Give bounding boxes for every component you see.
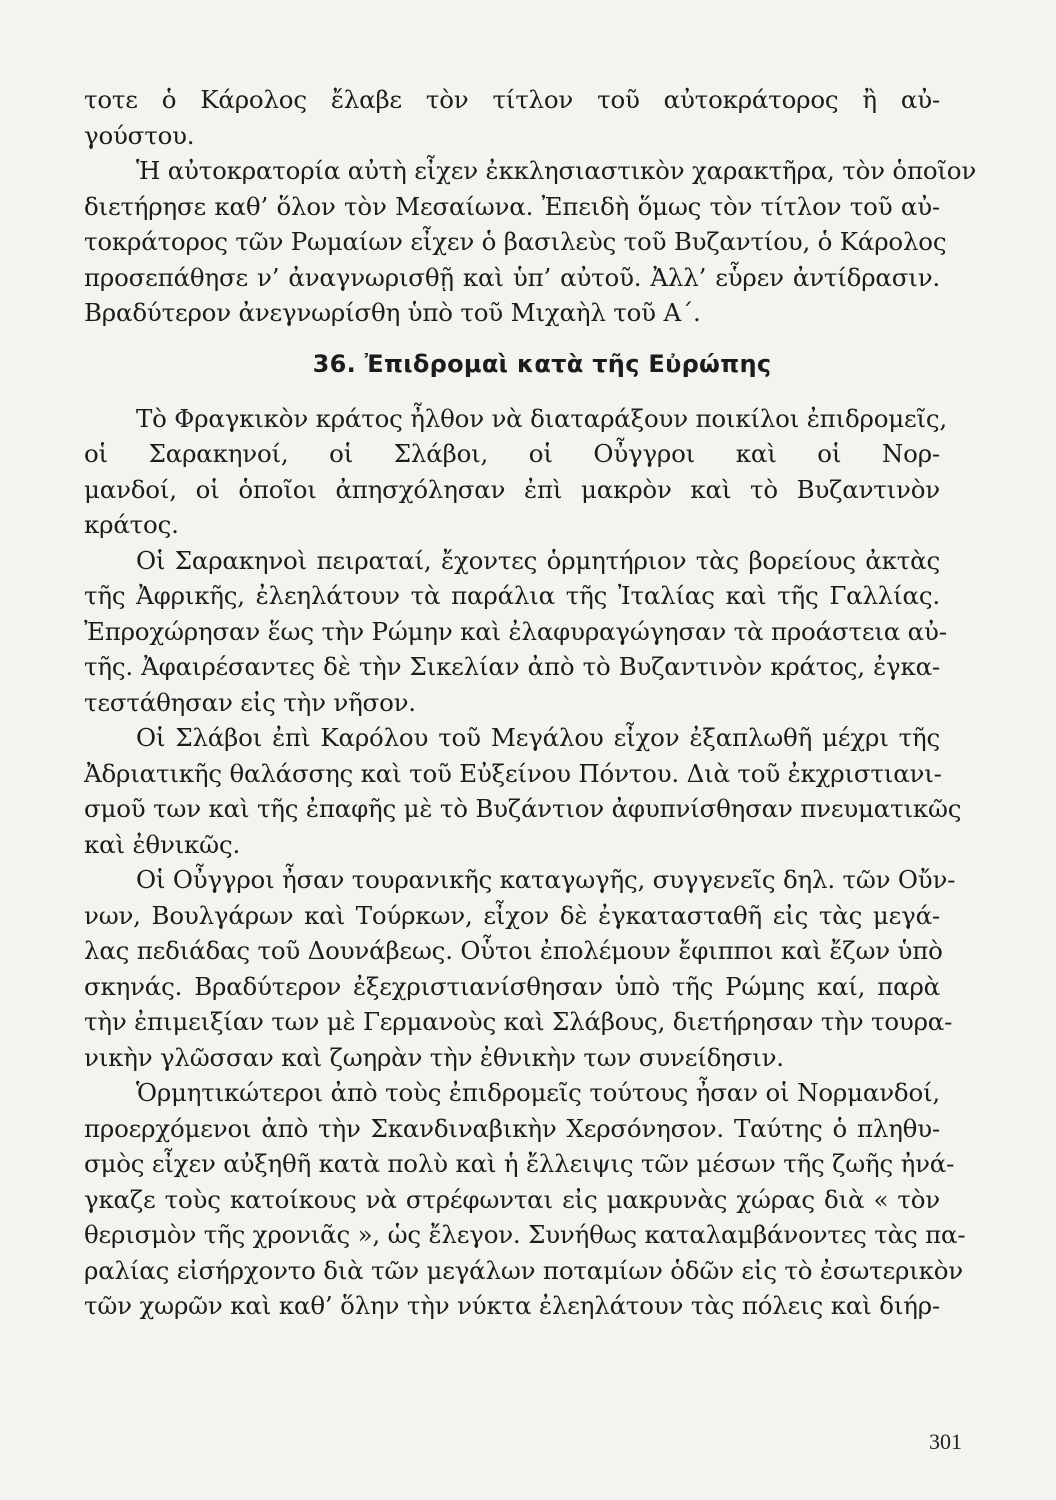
text-line: νικὴν γλῶσσαν καὶ ζωηρὰν τὴν ἐθνικὴν των συνείδησιν. [84, 1042, 784, 1072]
text-line: Οἱ Οὖγγροι ἦσαν τουρανικῆς καταγωγῆς, συγγενεῖς δηλ. τῶν Οὔν- [136, 865, 956, 894]
text-line: ραλίας εἰσήρχοντο διὰ τῶν μεγάλων ποταμίων ὁδῶν εἰς τὸ ἐσωτερικὸν [84, 1255, 963, 1285]
page-text [84, 82, 977, 1324]
text-line: Ἐπροχώρησαν ἕως τὴν Ρώμην καὶ ἐλαφυραγώγησαν τὰ προάστεια αὐ- [84, 616, 947, 646]
text-line: Ἡ αὐτοκρατορία αὐτὴ εἶχεν ἐκκλησιαστικὸν χαρακτῆρα, τὸν ὁποῖον [136, 156, 977, 185]
text-line: γούστου. [84, 120, 195, 150]
text-line: λας πεδιάδας τοῦ Δουνάβεως. Οὗτοι ἐπολέμουν ἔφιπποι καὶ ἔζων ὑπὸ [84, 936, 943, 965]
text-line: τοτε ὁ Κάρολος ἔλαβε τὸν τίτλον τοῦ αὐτοκράτορος ἢ αὐ- [84, 85, 940, 114]
text-line: γκαζε τοὺς κατοίκους νὰ στρέφωνται εἰς μακρυνὰς χώρας διὰ « τὸν [84, 1184, 940, 1214]
text-line: τῆς. Ἀφαιρέσαντες δὲ τὴν Σικελίαν ἀπὸ τὸ Βυζαντινὸν κράτος, ἐγκα- [84, 652, 940, 681]
text-line: Οἱ Σλάβοι ἐπὶ Καρόλου τοῦ Μεγάλου εἶχον ἐξαπλωθῆ μέχρι τῆς [136, 723, 940, 752]
text-line: προσεπάθησε ν’ ἀναγνωρισθῇ καὶ ὑπ’ αὐτοῦ. Ἀλλ’ εὗρεν ἀντίδρασιν. [84, 262, 940, 292]
text-line: τῆς Ἀφρικῆς, ἐλεηλάτουν τὰ παράλια τῆς Ἰταλίας καὶ τῆς Γαλλίας. [84, 581, 940, 610]
text-line: σκηνάς. Βραδύτερον ἐξεχριστιανίσθησαν ὑπὸ τῆς Ρώμης καί, παρὰ [84, 971, 940, 1001]
text-line: οἱ Σαρακηνοί, οἱ Σλάβοι, οἱ Οὖγγροι καὶ οἱ Νορ- [84, 439, 940, 468]
text-line: Ἀδριατικῆς θαλάσσης καὶ τοῦ Εὐξείνου Πόντου. Διὰ τοῦ ἐκχριστιανι- [84, 758, 942, 788]
text-line: Οἱ Σαρακηνοὶ πειραταί, ἔχοντες ὁρμητήριον τὰς βορείους ἀκτὰς [136, 545, 940, 575]
text-line: κράτος. [84, 510, 179, 539]
text-line: τῶν χωρῶν καὶ καθ’ ὅλην τὴν νύκτα ἐλεηλάτουν τὰς πόλεις καὶ διήρ- [84, 1291, 940, 1320]
text-line: θερισμὸν τῆς χρονιᾶς », ὡς ἔλεγον. Συνήθως καταλαμβάνοντες τὰς πα- [84, 1220, 966, 1249]
text-line: νων, Βουλγάρων καὶ Τούρκων, εἶχον δὲ ἐγκατασταθῆ εἰς τὰς μεγά- [84, 900, 940, 930]
section-title: 36. Ἐπιδρομαὶ κατὰ τῆς Εὐρώπης [312, 349, 772, 378]
text-line: τοκράτορος τῶν Ρωμαίων εἶχεν ὁ βασιλεὺς τοῦ Βυζαντίου, ὁ Κάρολος [84, 227, 947, 256]
text-line: Ὁρμητικώτεροι ἀπὸ τοὺς ἐπιδρομεῖς τούτους ἦσαν οἱ Νορμανδοί, [136, 1078, 940, 1107]
text-line: σμὸς εἶχεν αὐξηθῆ κατὰ πολὺ καὶ ἡ ἔλλειψις τῶν μέσων τῆς ζωῆς ἠνά- [84, 1149, 955, 1178]
text-line: Τὸ Φραγκικὸν κράτος ἦλθον νὰ διαταράξουν ποικίλοι ἐπιδρομεῖς, [136, 403, 948, 433]
text-line: Βραδύτερον ἀνεγνωρίσθη ὑπὸ τοῦ Μιχαὴλ τοῦ Α΄. [84, 298, 701, 327]
text-line: διετήρησε καθ’ ὅλον τὸν Μεσαίωνα. Ἐπειδὴ ὅμως τὸν τίτλον τοῦ αὐ- [84, 191, 940, 221]
page-number: 301 [929, 1429, 962, 1454]
text-line: καὶ ἐθνικῶς. [84, 829, 241, 859]
text-line: τεστάθησαν εἰς τὴν νῆσον. [84, 687, 416, 717]
text-line: τὴν ἐπιμειξίαν των μὲ Γερμανοὺς καὶ Σλάβους, διετήρησαν τὴν τουρα- [84, 1007, 953, 1036]
text-line: σμοῦ των καὶ τῆς ἐπαφῆς μὲ τὸ Βυζάντιον ἀφυπνίσθησαν πνευματικῶς [84, 794, 962, 823]
text-line: μανδοί, οἱ ὁποῖοι ἀπησχόλησαν ἐπὶ μακρὸν καὶ τὸ Βυζαντινὸν [84, 474, 940, 504]
text-line: προερχόμενοι ἀπὸ τὴν Σκανδιναβικὴν Χερσόνησον. Ταύτης ὁ πληθυ- [84, 1113, 940, 1143]
